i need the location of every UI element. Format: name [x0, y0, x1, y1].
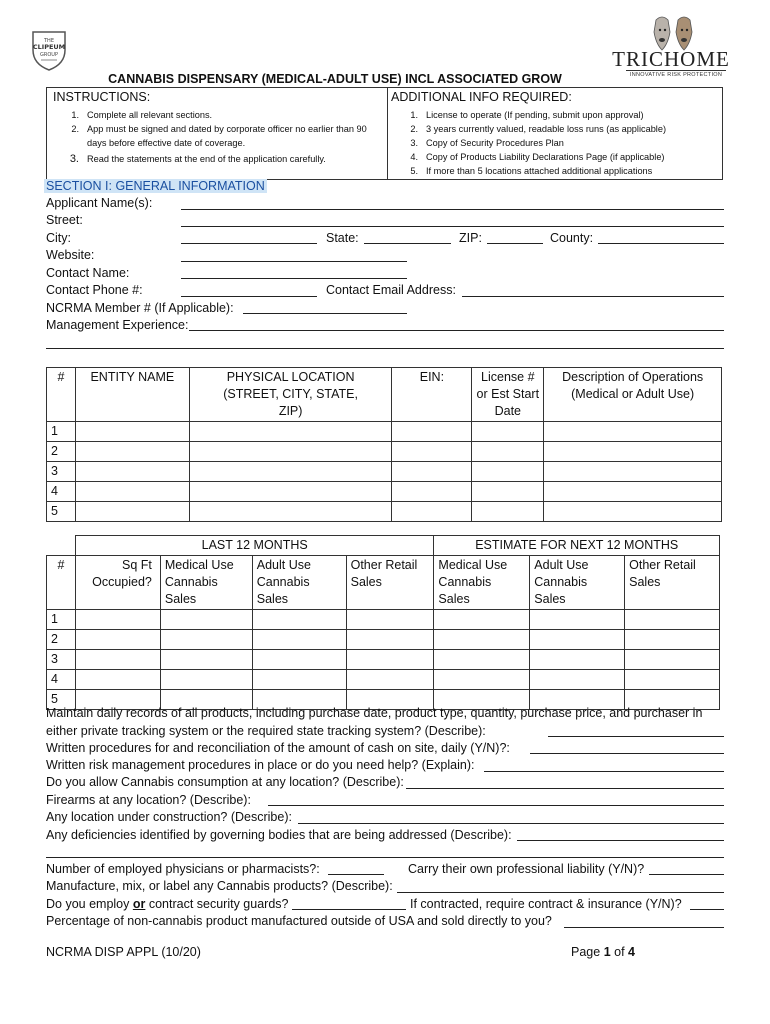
entity-table — [46, 367, 722, 522]
q-construction: Any location under construction? (Describe): — [46, 810, 292, 824]
contact-email-field[interactable] — [462, 296, 724, 297]
contact-email-label: Contact Email Address: — [326, 283, 456, 297]
svg-text:THE: THE — [44, 38, 54, 44]
additional-heading: ADDITIONAL INFO REQUIRED: — [391, 90, 572, 104]
zip-label: ZIP: — [459, 231, 482, 245]
q-non-usa-field[interactable] — [564, 927, 724, 928]
instructions-list — [57, 108, 382, 166]
table-row: 1 — [47, 422, 722, 442]
svg-text:GROUP: GROUP — [40, 52, 58, 58]
instructions-box — [46, 87, 388, 180]
website-label: Website: — [46, 248, 95, 262]
contact-name-field[interactable] — [181, 278, 407, 279]
col-header: License # or Est Start Date — [472, 368, 544, 422]
trichome-tagline: INNOVATIVE RISK PROTECTION — [626, 70, 726, 78]
table-row: 4 — [47, 482, 722, 502]
county-field[interactable] — [598, 243, 724, 244]
col-header: Medical Use Cannabis Sales — [160, 556, 252, 610]
q-consumption: Do you allow Cannabis consumption at any location? (Describe): — [46, 775, 404, 789]
street-label: Street: — [46, 213, 83, 227]
col-header: Adult Use Cannabis Sales — [252, 556, 346, 610]
list-item: 1. Complete all relevant sections. — [71, 110, 213, 120]
q-firearms: Firearms at any location? (Describe): — [46, 793, 251, 807]
q-contract-insurance-field[interactable] — [690, 909, 724, 910]
applicant-label: Applicant Name(s): — [46, 196, 153, 210]
q-cash-procedures: Written procedures for and reconciliation of the amount of cash on site, daily (Y/N)?: — [46, 741, 510, 755]
q-daily-records-field[interactable] — [548, 736, 724, 737]
table-row: 3 — [47, 650, 720, 670]
page-indicator: Page 1 of 4 — [571, 945, 635, 959]
q-cash-procedures-field[interactable] — [530, 753, 724, 754]
county-label: County: — [550, 231, 594, 245]
col-header: ENTITY NAME — [75, 368, 189, 422]
contact-name-label: Contact Name: — [46, 266, 130, 280]
ncrma-field[interactable] — [243, 313, 407, 314]
q-consumption-field[interactable] — [406, 788, 724, 789]
website-field[interactable] — [181, 261, 407, 262]
col-header: Other Retail Sales — [625, 556, 720, 610]
table-row: 5 — [47, 502, 722, 522]
mgmt-field[interactable] — [189, 330, 724, 331]
col-header: Description of Operations (Medical or Adult Use) — [544, 368, 722, 422]
table-row: 2 — [47, 442, 722, 462]
q-prof-liability: Carry their own professional liability (Y/N)? — [408, 862, 645, 876]
table-group-row — [47, 536, 720, 556]
q-security-guards: Do you employ or contract security guards? — [46, 897, 289, 911]
group-header-last: LAST 12 MONTHS — [75, 536, 433, 556]
q-daily-records-cont: either private tracking system or the required state tracking system? (Describe): — [46, 724, 486, 738]
contact-phone-field[interactable] — [181, 296, 317, 297]
additional-list — [396, 108, 721, 178]
q-manufacture: Manufacture, mix, or label any Cannabis products? (Describe): — [46, 879, 393, 893]
mgmt-field-line2[interactable] — [46, 348, 724, 349]
q-risk-procedures-field[interactable] — [484, 771, 724, 772]
q-contract-insurance: If contracted, require contract & insurance (Y/N)? — [410, 897, 682, 911]
table-header-row — [47, 368, 722, 422]
sales-table — [46, 535, 720, 710]
q-non-usa: Percentage of non-cannabis product manufactured outside of USA and sold directly to you? — [46, 914, 552, 928]
q-security-guards-field[interactable] — [292, 909, 406, 910]
list-item: 5. If more than 5 locations attached additional applications — [410, 166, 653, 176]
svg-text:CLIPEUM: CLIPEUM — [32, 43, 66, 51]
form-id: NCRMA DISP APPL (10/20) — [46, 945, 201, 959]
state-label: State: — [326, 231, 359, 245]
col-header: PHYSICAL LOCATION (STREET, CITY, STATE, ZIP) — [189, 368, 392, 422]
instructions-heading: INSTRUCTIONS: — [53, 90, 151, 104]
table-row: 2 — [47, 630, 720, 650]
q-construction-field[interactable] — [298, 823, 724, 824]
list-item: 3. Read the statements at the end of the application carefully. — [69, 153, 326, 165]
city-label: City: — [46, 231, 71, 245]
list-item: 2. 3 years currently valued, readable loss runs (as applicable) — [410, 124, 667, 134]
table-header-row — [47, 556, 720, 610]
mgmt-label: Management Experience: — [46, 318, 189, 332]
city-field[interactable] — [181, 243, 317, 244]
applicant-field[interactable] — [181, 209, 724, 210]
table-row: 3 — [47, 462, 722, 482]
zip-field[interactable] — [487, 243, 543, 244]
col-header: Adult Use Cannabis Sales — [530, 556, 625, 610]
q-manufacture-field[interactable] — [397, 892, 724, 893]
additional-info-box — [386, 87, 723, 180]
col-header: # — [47, 556, 76, 610]
col-header: Other Retail Sales — [346, 556, 434, 610]
table-row: 5 — [47, 690, 720, 710]
col-header: Medical Use Cannabis Sales — [434, 556, 530, 610]
clipeum-logo — [27, 28, 71, 72]
form-title: CANNABIS DISPENSARY (MEDICAL-ADULT USE) INCL ASSOCIATED GROW — [108, 72, 562, 86]
group-header-next: ESTIMATE FOR NEXT 12 MONTHS — [434, 536, 720, 556]
section-heading: SECTION I: GENERAL INFORMATION — [46, 179, 265, 193]
contact-phone-label: Contact Phone #: — [46, 283, 143, 297]
ncrma-label: NCRMA Member # (If Applicable): — [46, 301, 234, 315]
table-row: 1 — [47, 610, 720, 630]
street-field[interactable] — [181, 226, 724, 227]
q-prof-liability-field[interactable] — [649, 874, 724, 875]
col-header: EIN: — [392, 368, 472, 422]
q-risk-procedures: Written risk management procedures in place or do you need help? (Explain): — [46, 758, 475, 772]
list-item: 2. App must be signed and dated by corporate officer no earlier than 90 days before effective date of coverage. — [71, 124, 367, 148]
q-deficiencies-field[interactable] — [517, 840, 724, 841]
q-deficiencies: Any deficiencies identified by governing bodies that are being addressed (Describe): — [46, 828, 512, 842]
q-physicians: Number of employed physicians or pharmacists?: — [46, 862, 320, 876]
list-item: 4. Copy of Products Liability Declarations Page (if applicable) — [410, 152, 665, 162]
trichome-logo — [612, 14, 730, 80]
q-firearms-field[interactable] — [268, 805, 724, 806]
list-item: 1. License to operate (If pending, submit upon approval) — [410, 110, 644, 120]
q-physicians-field[interactable] — [328, 874, 384, 875]
state-field[interactable] — [364, 243, 451, 244]
trichome-wordmark: TRICHOME — [612, 47, 730, 71]
q-deficiencies-field-line2[interactable] — [46, 857, 724, 858]
q-daily-records: Maintain daily records of all products, including purchase date, product type, quantity, purchase price, and purchaser in — [46, 706, 703, 720]
col-header: # — [47, 368, 76, 422]
table-row: 4 — [47, 670, 720, 690]
col-header: Sq Ft Occupied? — [75, 556, 160, 610]
list-item: 3. Copy of Security Procedures Plan — [410, 138, 564, 148]
